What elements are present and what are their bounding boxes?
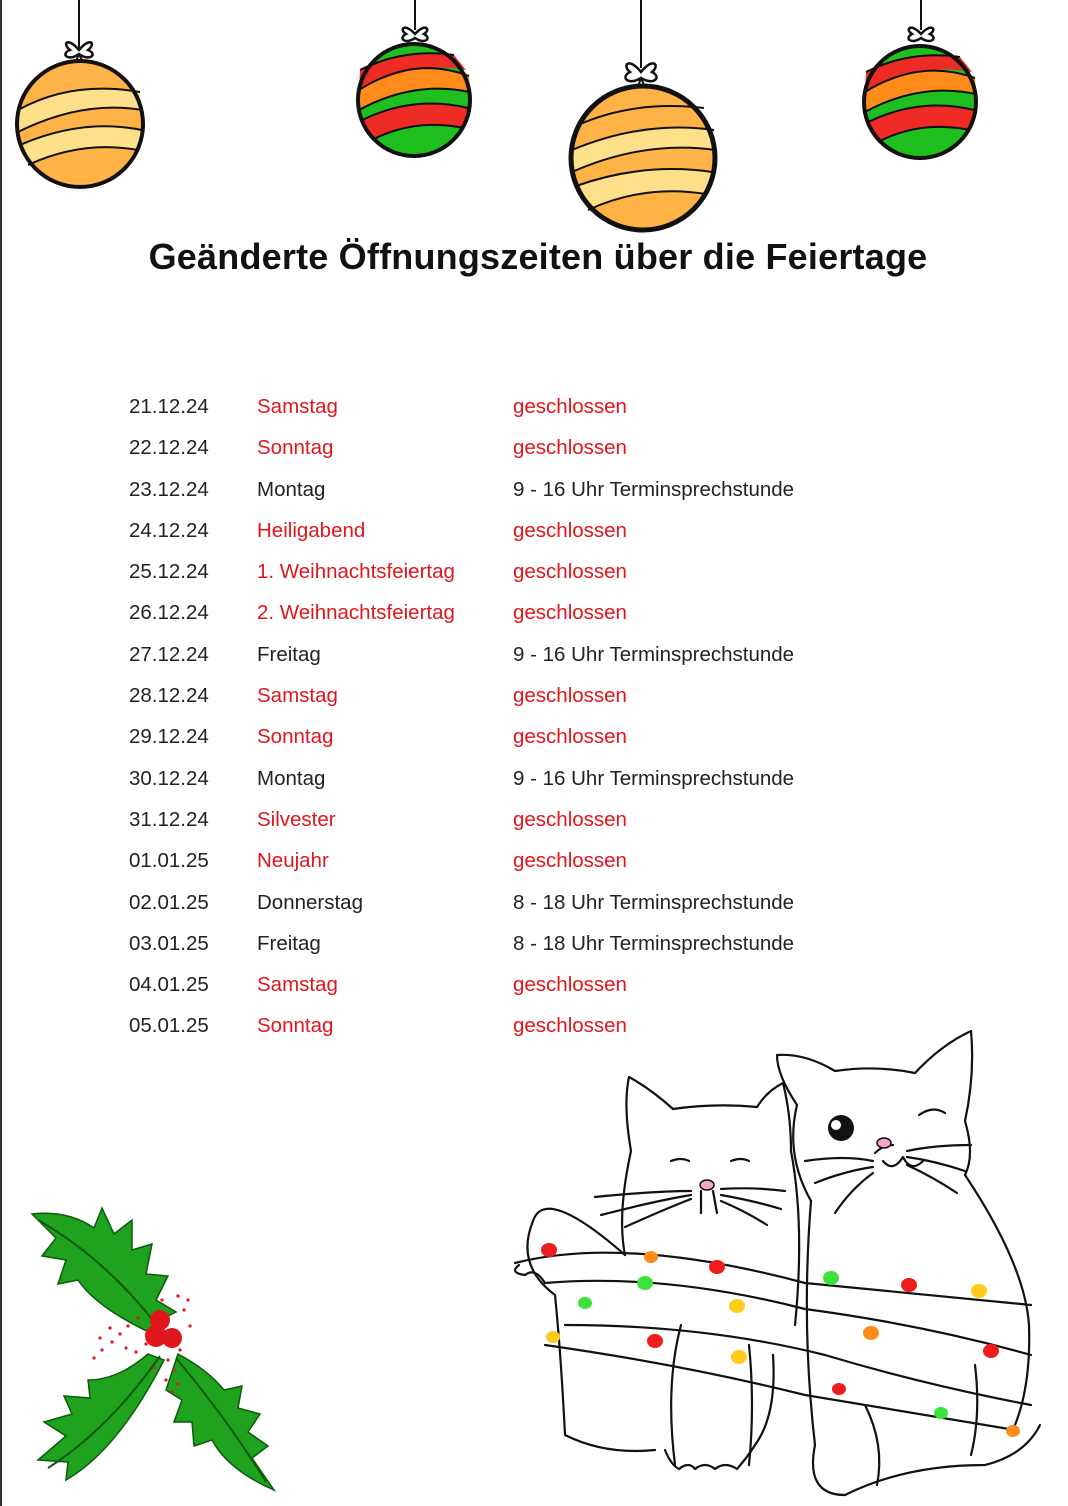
yellow-ornament-icon: [564, 0, 724, 240]
schedule-row: [129, 634, 929, 675]
schedule-date: 30.12.24: [129, 766, 209, 790]
schedule-row: [129, 469, 929, 510]
schedule-date: 02.01.25: [129, 890, 209, 914]
schedule-day: Sonntag: [257, 725, 334, 749]
schedule-date: 21.12.24: [129, 395, 209, 418]
schedule-date: 25.12.24: [129, 560, 209, 584]
schedule-hours: geschlossen: [513, 849, 627, 873]
schedule-row: [129, 386, 929, 427]
schedule-hours: geschlossen: [513, 1014, 627, 1038]
schedule-row: [129, 799, 929, 840]
schedule-day: Neujahr: [257, 849, 329, 873]
schedule-hours: geschlossen: [513, 601, 627, 625]
schedule-hours: 8 - 18 Uhr Terminsprechstunde: [513, 931, 795, 955]
schedule-date: 27.12.24: [129, 642, 209, 666]
schedule-row: [129, 716, 929, 757]
schedule-day: 1. Weihnachtsfeiertag: [257, 560, 455, 584]
schedule-hours: 8 - 18 Uhr Terminsprechstunde: [513, 890, 795, 914]
schedule-day: Samstag: [257, 973, 338, 997]
schedule-day: Montag: [257, 477, 326, 501]
cats-with-lights-icon: [505, 1025, 1050, 1503]
schedule-day: Freitag: [257, 931, 321, 955]
schedule-hours: geschlossen: [513, 560, 627, 584]
schedule-row: [129, 592, 929, 633]
multicolor-ornament-icon: [860, 0, 984, 165]
schedule-date: 03.01.25: [129, 931, 209, 955]
schedule-date: 29.12.24: [129, 725, 209, 749]
schedule-row: [129, 840, 929, 881]
schedule-day: 2. Weihnachtsfeiertag: [257, 601, 455, 625]
schedule-row: [129, 510, 929, 551]
schedule-date: 22.12.24: [129, 436, 209, 460]
schedule-date: 04.01.25: [129, 973, 209, 997]
schedule-row: [129, 427, 929, 468]
schedule-row: [129, 675, 929, 716]
schedule-hours: 9 - 16 Uhr Terminsprechstunde: [513, 766, 795, 790]
schedule-date: 31.12.24: [129, 807, 209, 831]
schedule-table: [129, 386, 929, 1047]
schedule-day: Silvester: [257, 807, 336, 831]
schedule-date: 05.01.25: [129, 1014, 209, 1038]
schedule-hours: geschlossen: [513, 807, 627, 831]
schedule-hours: geschlossen: [513, 684, 627, 708]
schedule-row: [129, 882, 929, 923]
schedule-hours: 9 - 16 Uhr Terminsprechstunde: [513, 477, 795, 501]
holly-icon: [28, 1200, 288, 1500]
schedule-row: [129, 758, 929, 799]
schedule-hours: geschlossen: [513, 973, 627, 997]
schedule-date: 28.12.24: [129, 684, 209, 708]
schedule-date: 01.01.25: [129, 849, 209, 873]
schedule-day: Sonntag: [257, 1014, 334, 1038]
schedule-hours: geschlossen: [513, 395, 627, 418]
schedule-hours: 9 - 16 Uhr Terminsprechstunde: [513, 642, 795, 666]
schedule-row: [129, 964, 929, 1005]
schedule-row: [129, 551, 929, 592]
schedule-date: 24.12.24: [129, 518, 209, 542]
schedule-day: Heiligabend: [257, 518, 366, 542]
schedule-day: Samstag: [257, 684, 338, 708]
schedule-hours: geschlossen: [513, 725, 627, 749]
multicolor-ornament-icon: [354, 0, 478, 162]
schedule-day: Sonntag: [257, 436, 334, 460]
yellow-ornament-icon: [12, 0, 152, 195]
schedule-day: Donnerstag: [257, 890, 363, 914]
schedule-date: 23.12.24: [129, 477, 209, 501]
schedule-day: Freitag: [257, 642, 321, 666]
schedule-row: [129, 923, 929, 964]
schedule-day: Montag: [257, 766, 326, 790]
schedule-date: 26.12.24: [129, 601, 209, 625]
schedule-hours: geschlossen: [513, 518, 627, 542]
schedule-hours: geschlossen: [513, 436, 627, 460]
schedule-day: Samstag: [257, 395, 338, 418]
page-title: Geänderte Öffnungszeiten über die Feiertage: [148, 236, 928, 277]
